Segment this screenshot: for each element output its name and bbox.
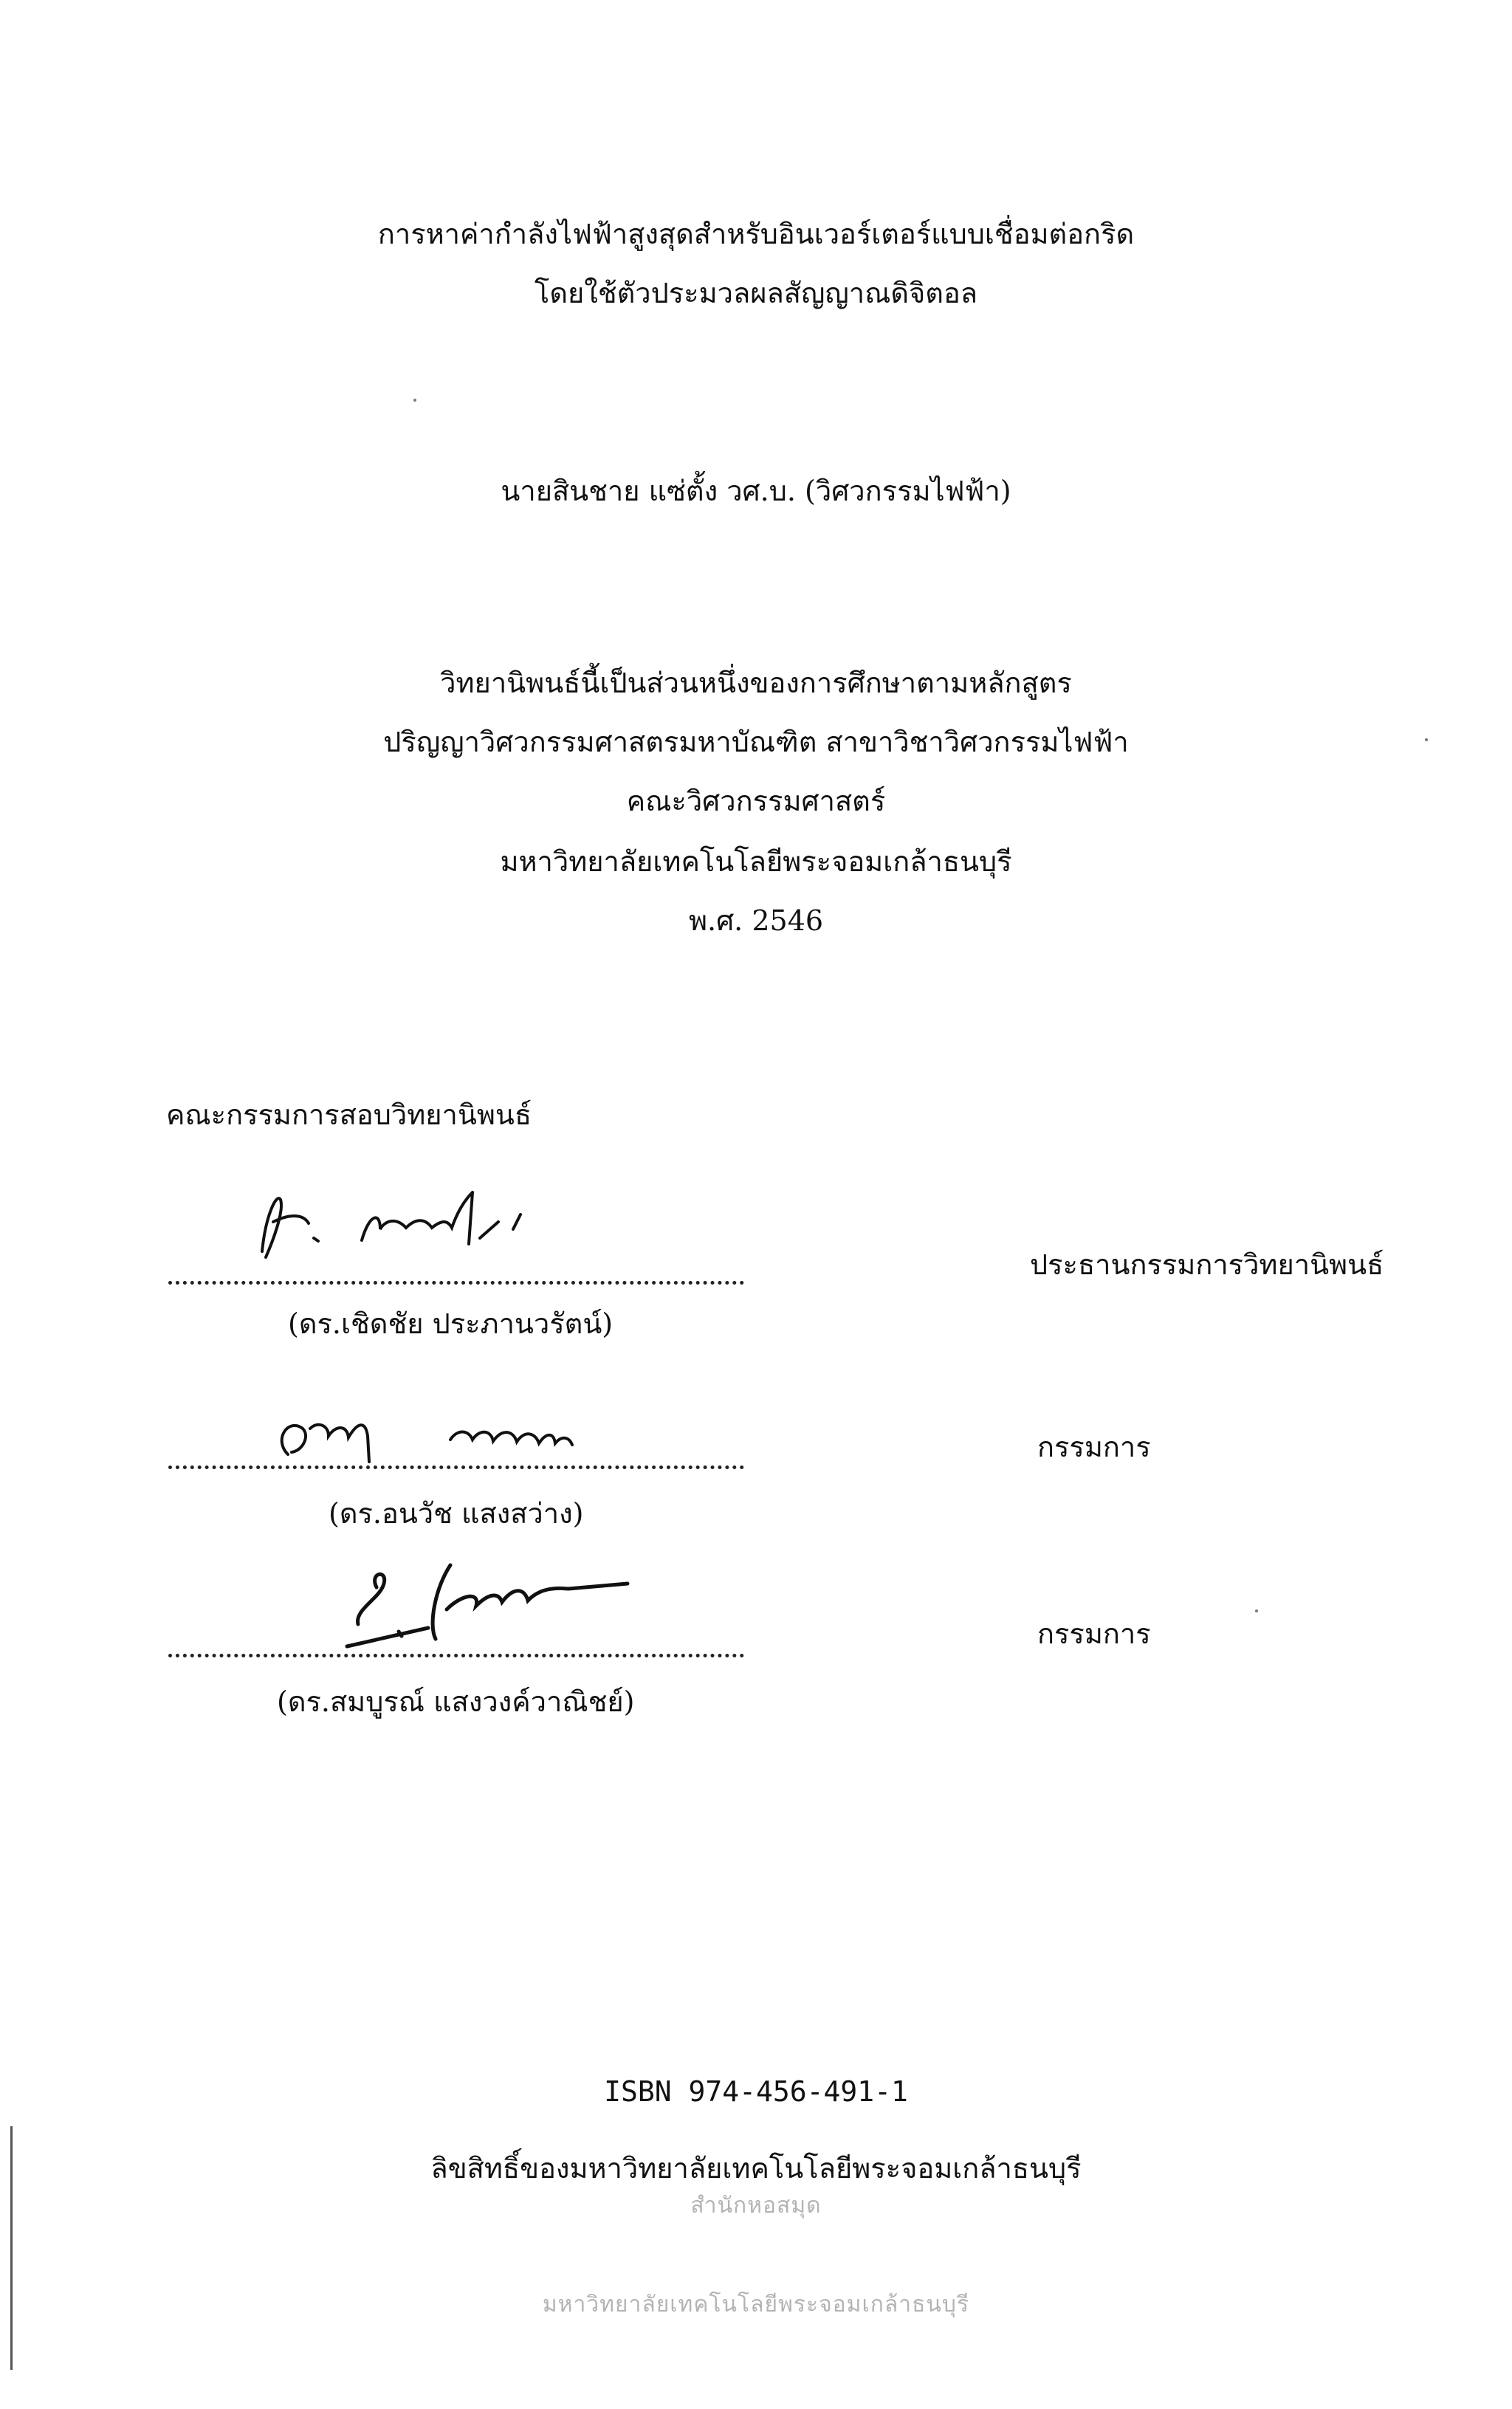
signature-line-1 (168, 1281, 744, 1285)
signature-1 (221, 1170, 605, 1281)
scan-speck (1425, 738, 1428, 741)
statement-line-1: วิทยานิพนธ์นี้เป็นส่วนหนึ่งของการศึกษาตามหลักสูตร (440, 667, 1072, 699)
author-name: นายสินชาย แซ่ตั้ง วศ.บ. (วิศวกรรมไฟฟ้า) (501, 475, 1011, 507)
thesis-year: พ.ศ. 2546 (688, 904, 824, 937)
library-stamp-line-2: มหาวิทยาลัยเทคโนโลยีพระจอมเกล้าธนบุรี (542, 2292, 970, 2317)
committee-member-1-role: ประธานกรรมการวิทยานิพนธ์ (1030, 1248, 1384, 1281)
scan-speck (1255, 1609, 1258, 1612)
isbn-number: ISBN 974-456-491-1 (604, 2075, 908, 2108)
statement-line-4: มหาวิทยาลัยเทคโนโลยีพระจอมเกล้าธนบุรี (500, 845, 1012, 878)
committee-member-3-name: (ดร.สมบูรณ์ แสงวงค์วาณิชย์) (277, 1685, 635, 1718)
scan-edge-mark (10, 2126, 13, 2370)
committee-member-2-role: กรรมการ (1037, 1431, 1151, 1463)
thesis-title-line-1: การหาค่ากำลังไฟฟ้าสูงสุดสำหรับอินเวอร์เตอร์แบบเชื่อมต่อกริด (377, 218, 1135, 250)
statement-line-3: คณะวิศวกรรมศาสตร์ (626, 785, 886, 817)
copyright-notice: ลิขสิทธิ์ของมหาวิทยาลัยเทคโนโลยีพระจอมเกล้าธนบุรี (430, 2152, 1082, 2185)
thesis-title-line-2: โดยใช้ตัวประมวลผลสัญญาณดิจิตอล (534, 277, 978, 309)
committee-member-1-name: (ดร.เชิดชัย ประภานวรัตน์) (288, 1307, 614, 1340)
signature-line-3 (168, 1654, 744, 1657)
signature-line-2 (168, 1465, 744, 1469)
committee-heading: คณะกรรมการสอบวิทยานิพนธ์ (166, 1099, 532, 1131)
library-stamp-line-1: สำนักหอสมุด (690, 2193, 822, 2219)
committee-member-2-name: (ดร.อนวัช แสงสว่าง) (329, 1497, 584, 1530)
scan-speck (413, 399, 416, 402)
statement-line-2: ปริญญาวิศวกรรมศาสตรมหาบัณฑิต สาขาวิชาวิศวกรรมไฟฟ้า (383, 726, 1129, 758)
signature-3 (325, 1543, 650, 1661)
committee-member-3-role: กรรมการ (1037, 1618, 1151, 1650)
